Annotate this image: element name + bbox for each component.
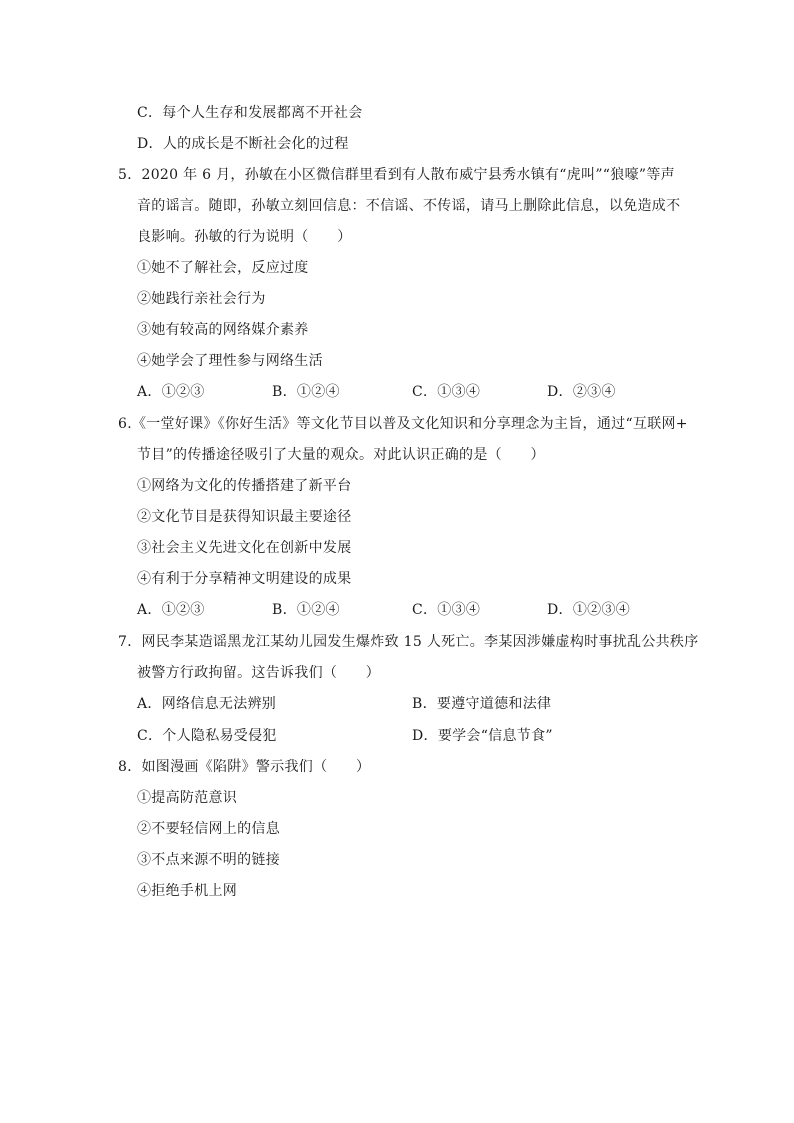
q7-options-row-1 [137, 694, 697, 714]
q7-option-b: B．要遵守道德和法律 [412, 696, 552, 712]
q5-stem-line2: 音的谣言。随即，孙敏立刻回信息：不信谣、不传谣，请马上删除此信息，以免造成不 [137, 198, 681, 214]
q7-option-a: A．网络信息无法辨别 [137, 696, 277, 712]
q5-option-c: C．①③④ [412, 384, 481, 400]
q6-option-b: B．①②④ [272, 602, 340, 618]
q6-statement-3: ③社会主义先进文化在创新中发展 [137, 540, 352, 556]
q5-option-b: B．①②④ [272, 384, 340, 400]
q6-statement-2: ②文化节目是获得知识最主要途径 [137, 509, 352, 525]
q5-stem-line1: 5．2020 年 6 月，孙敏在小区微信群里看到有人散布威宁县秀水镇有“虎叫”“狼嚎”等声 [118, 167, 675, 183]
q5-statement-2: ②她践行亲社会行为 [137, 291, 266, 307]
q6-stem-line1: 6.《一堂好课》《你好生活》等文化节目以普及文化知识和分享理念为主旨，通过“互联网+ [118, 416, 688, 432]
q7-options-row-2 [137, 726, 697, 746]
q5-statement-3: ③她有较高的网络媒介素养 [137, 322, 309, 338]
q4-option-c: C．每个人生存和发展都离不开社会 [137, 105, 363, 121]
q5-statement-4: ④她学会了理性参与网络生活 [137, 353, 323, 369]
q6-stem-line2: 节目”的传播途径吸引了大量的观众。对此认识正确的是（ ） [137, 447, 545, 463]
q6-statement-4: ④有利于分享精神文明建设的成果 [137, 571, 352, 587]
q5-statement-1: ①她不了解社会，反应过度 [137, 260, 309, 276]
q4-option-d: D．人的成长是不断社会化的过程 [137, 136, 349, 152]
q8-stem-line1: 8．如图漫画《陷阱》警示我们（ ） [118, 759, 371, 775]
q5-stem-line3: 良影响。孙敏的行为说明（ ） [137, 229, 352, 245]
q8-statement-3: ③不点来源不明的链接 [137, 852, 280, 868]
q6-options-row [137, 600, 697, 620]
q7-stem-line2: 被警方行政拘留。这告诉我们（ ） [137, 665, 381, 681]
q8-statement-2: ②不要轻信网上的信息 [137, 821, 280, 837]
q6-option-a: A．①②③ [137, 602, 205, 618]
q5-options-row [137, 382, 697, 402]
q8-statement-4: ④拒绝手机上网 [137, 883, 238, 899]
q6-statement-1: ①网络为文化的传播搭建了新平台 [137, 478, 352, 494]
q7-option-d: D．要学会“信息节食” [412, 728, 553, 744]
q7-option-c: C．个人隐私易受侵犯 [137, 728, 277, 744]
q7-stem-line1: 7．网民李某造谣黑龙江某幼儿园发生爆炸致 15 人死亡。李某因涉嫌虚构时事扰乱公共秩序 [118, 634, 699, 650]
q6-option-c: C．①③④ [412, 602, 481, 618]
q8-statement-1: ①提高防范意识 [137, 790, 238, 806]
q5-option-a: A．①②③ [137, 384, 205, 400]
q6-option-d: D．①②③④ [547, 602, 631, 618]
q5-option-d: D．②③④ [547, 384, 616, 400]
